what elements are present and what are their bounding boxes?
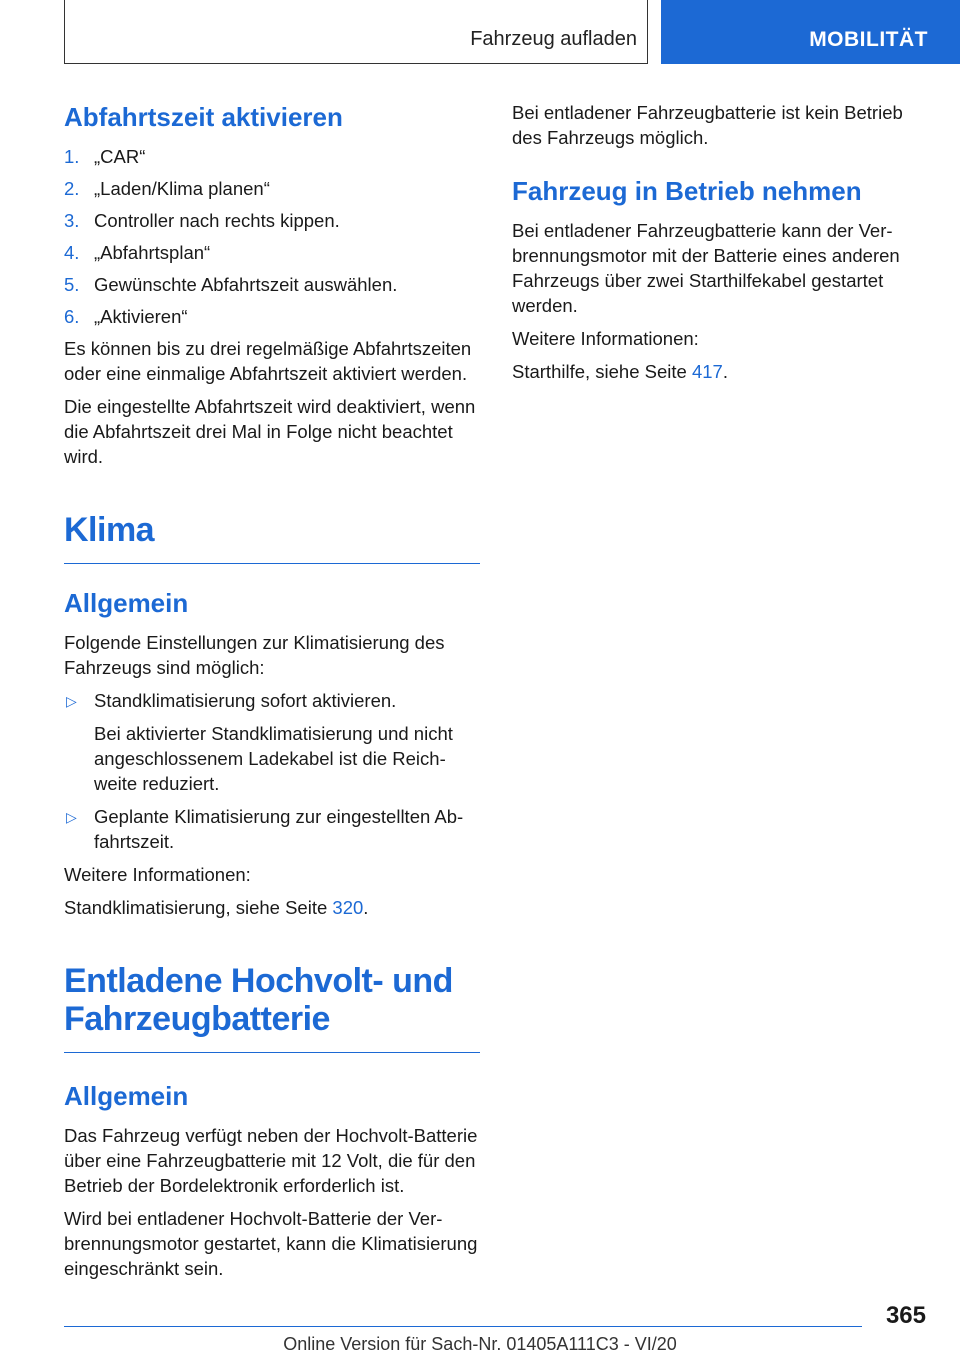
operation-more-info: Weitere Informationen: xyxy=(512,328,699,349)
klima-more-info: Weitere Informationen: xyxy=(64,864,251,885)
step-number: 3. xyxy=(64,210,80,231)
page-number: 365 xyxy=(885,1302,926,1329)
step-number: 2. xyxy=(64,178,80,199)
list-item xyxy=(64,272,480,297)
battery-paragraph-1: Das Fahrzeug verfügt neben der Hochvolt-Batterie über eine Fahrzeugbatterie mit 12 Volt, die für den Betrieb der Bordelektronik erforderlich ist. xyxy=(64,1125,478,1196)
list-item xyxy=(64,304,480,329)
klima-reference xyxy=(64,895,480,920)
departure-steps xyxy=(64,144,480,329)
list-item xyxy=(64,208,480,233)
bullet-detail: Bei aktivierter Standklimatisierung und nicht angeschlossenem Ladekabel ist die Reichweite reduziert. xyxy=(94,723,453,794)
triangle-bullet-icon: ▷ xyxy=(66,809,77,825)
klima-intro: Folgende Einstellungen zur Klimatisierung des Fahrzeugs sind möglich: xyxy=(64,632,445,678)
operation-paragraph: Bei entladener Fahrzeugbatterie kann der Verbrennungsmotor mit der Batterie eines anderen Fahrzeugs über zwei Starthilfekabel gestartet werden. xyxy=(512,220,900,316)
list-item xyxy=(64,144,480,169)
reference-text: Starthilfe, siehe Seite xyxy=(512,361,692,382)
step-text: „Laden/Klima planen“ xyxy=(94,178,270,199)
step-text: „Abfahrtsplan“ xyxy=(94,242,211,263)
battery-subheading: Allgemein xyxy=(64,1081,189,1111)
operation-reference xyxy=(512,359,928,384)
left-column xyxy=(64,100,480,1289)
klima-subheading: Allgemein xyxy=(64,588,189,618)
step-number: 5. xyxy=(64,274,80,295)
step-text: Gewünschte Abfahrtszeit auswählen. xyxy=(94,274,398,295)
list-item xyxy=(64,240,480,265)
header-box xyxy=(64,0,648,64)
footer-online-version: Online Version für Sach-Nr. 01405A111C3 - VI/20 xyxy=(283,1334,677,1354)
step-text: Controller nach rechts kippen. xyxy=(94,210,340,231)
operation-heading: Fahrzeug in Betrieb nehmen xyxy=(512,176,862,206)
chapter-tab[interactable] xyxy=(661,0,960,64)
page-link-417[interactable]: 417 xyxy=(691,361,723,382)
departure-paragraph-2: Die eingestellte Abfahrtszeit wird deaktiviert, wenn die Abfahrtszeit drei Mal in Folge nicht beachtet wird. xyxy=(64,396,476,467)
battery-heading: Entladene Hochvolt- und Fahrzeugbatterie xyxy=(64,962,480,1053)
right-paragraph-top: Bei entladener Fahrzeugbatterie ist kein Betrieb des Fahrzeugs möglich. xyxy=(512,102,903,148)
step-text: „CAR“ xyxy=(94,146,146,167)
klima-options-list xyxy=(64,688,480,854)
chapter-tab-label: MOBILITÄT xyxy=(809,28,928,51)
header-section-title: Fahrzeug aufladen xyxy=(470,28,637,50)
page-link-320[interactable]: 320 xyxy=(332,897,364,918)
triangle-bullet-icon: ▷ xyxy=(66,693,77,709)
step-number: 1. xyxy=(64,146,80,167)
reference-end: . xyxy=(722,361,728,382)
right-column xyxy=(512,100,928,392)
departure-paragraph-1: Es können bis zu drei regelmäßige Abfahrtszeiten oder eine einmalige Abfahrtszeit aktiviert werden. xyxy=(64,338,472,384)
list-item xyxy=(64,176,480,201)
battery-paragraph-2: Wird bei entladener Hochvolt-Batterie der Verbrennungsmotor gestartet, kann die Klimatisierung eingeschränkt sein. xyxy=(64,1208,478,1279)
footer-divider xyxy=(64,1326,862,1327)
reference-text: Standklimatisierung, siehe Seite xyxy=(64,897,333,918)
bullet-text: Standklimatisierung sofort aktivieren. xyxy=(94,690,397,711)
departure-heading: Abfahrtszeit aktivieren xyxy=(64,102,343,132)
list-item xyxy=(64,804,480,854)
klima-heading: Klima xyxy=(64,511,480,564)
list-item xyxy=(64,688,480,796)
reference-end: . xyxy=(363,897,369,918)
step-number: 6. xyxy=(64,306,80,327)
bullet-text: Geplante Klimatisierung zur eingestellten Abfahrtszeit. xyxy=(94,806,464,852)
step-text: „Aktivieren“ xyxy=(94,306,188,327)
step-number: 4. xyxy=(64,242,80,263)
